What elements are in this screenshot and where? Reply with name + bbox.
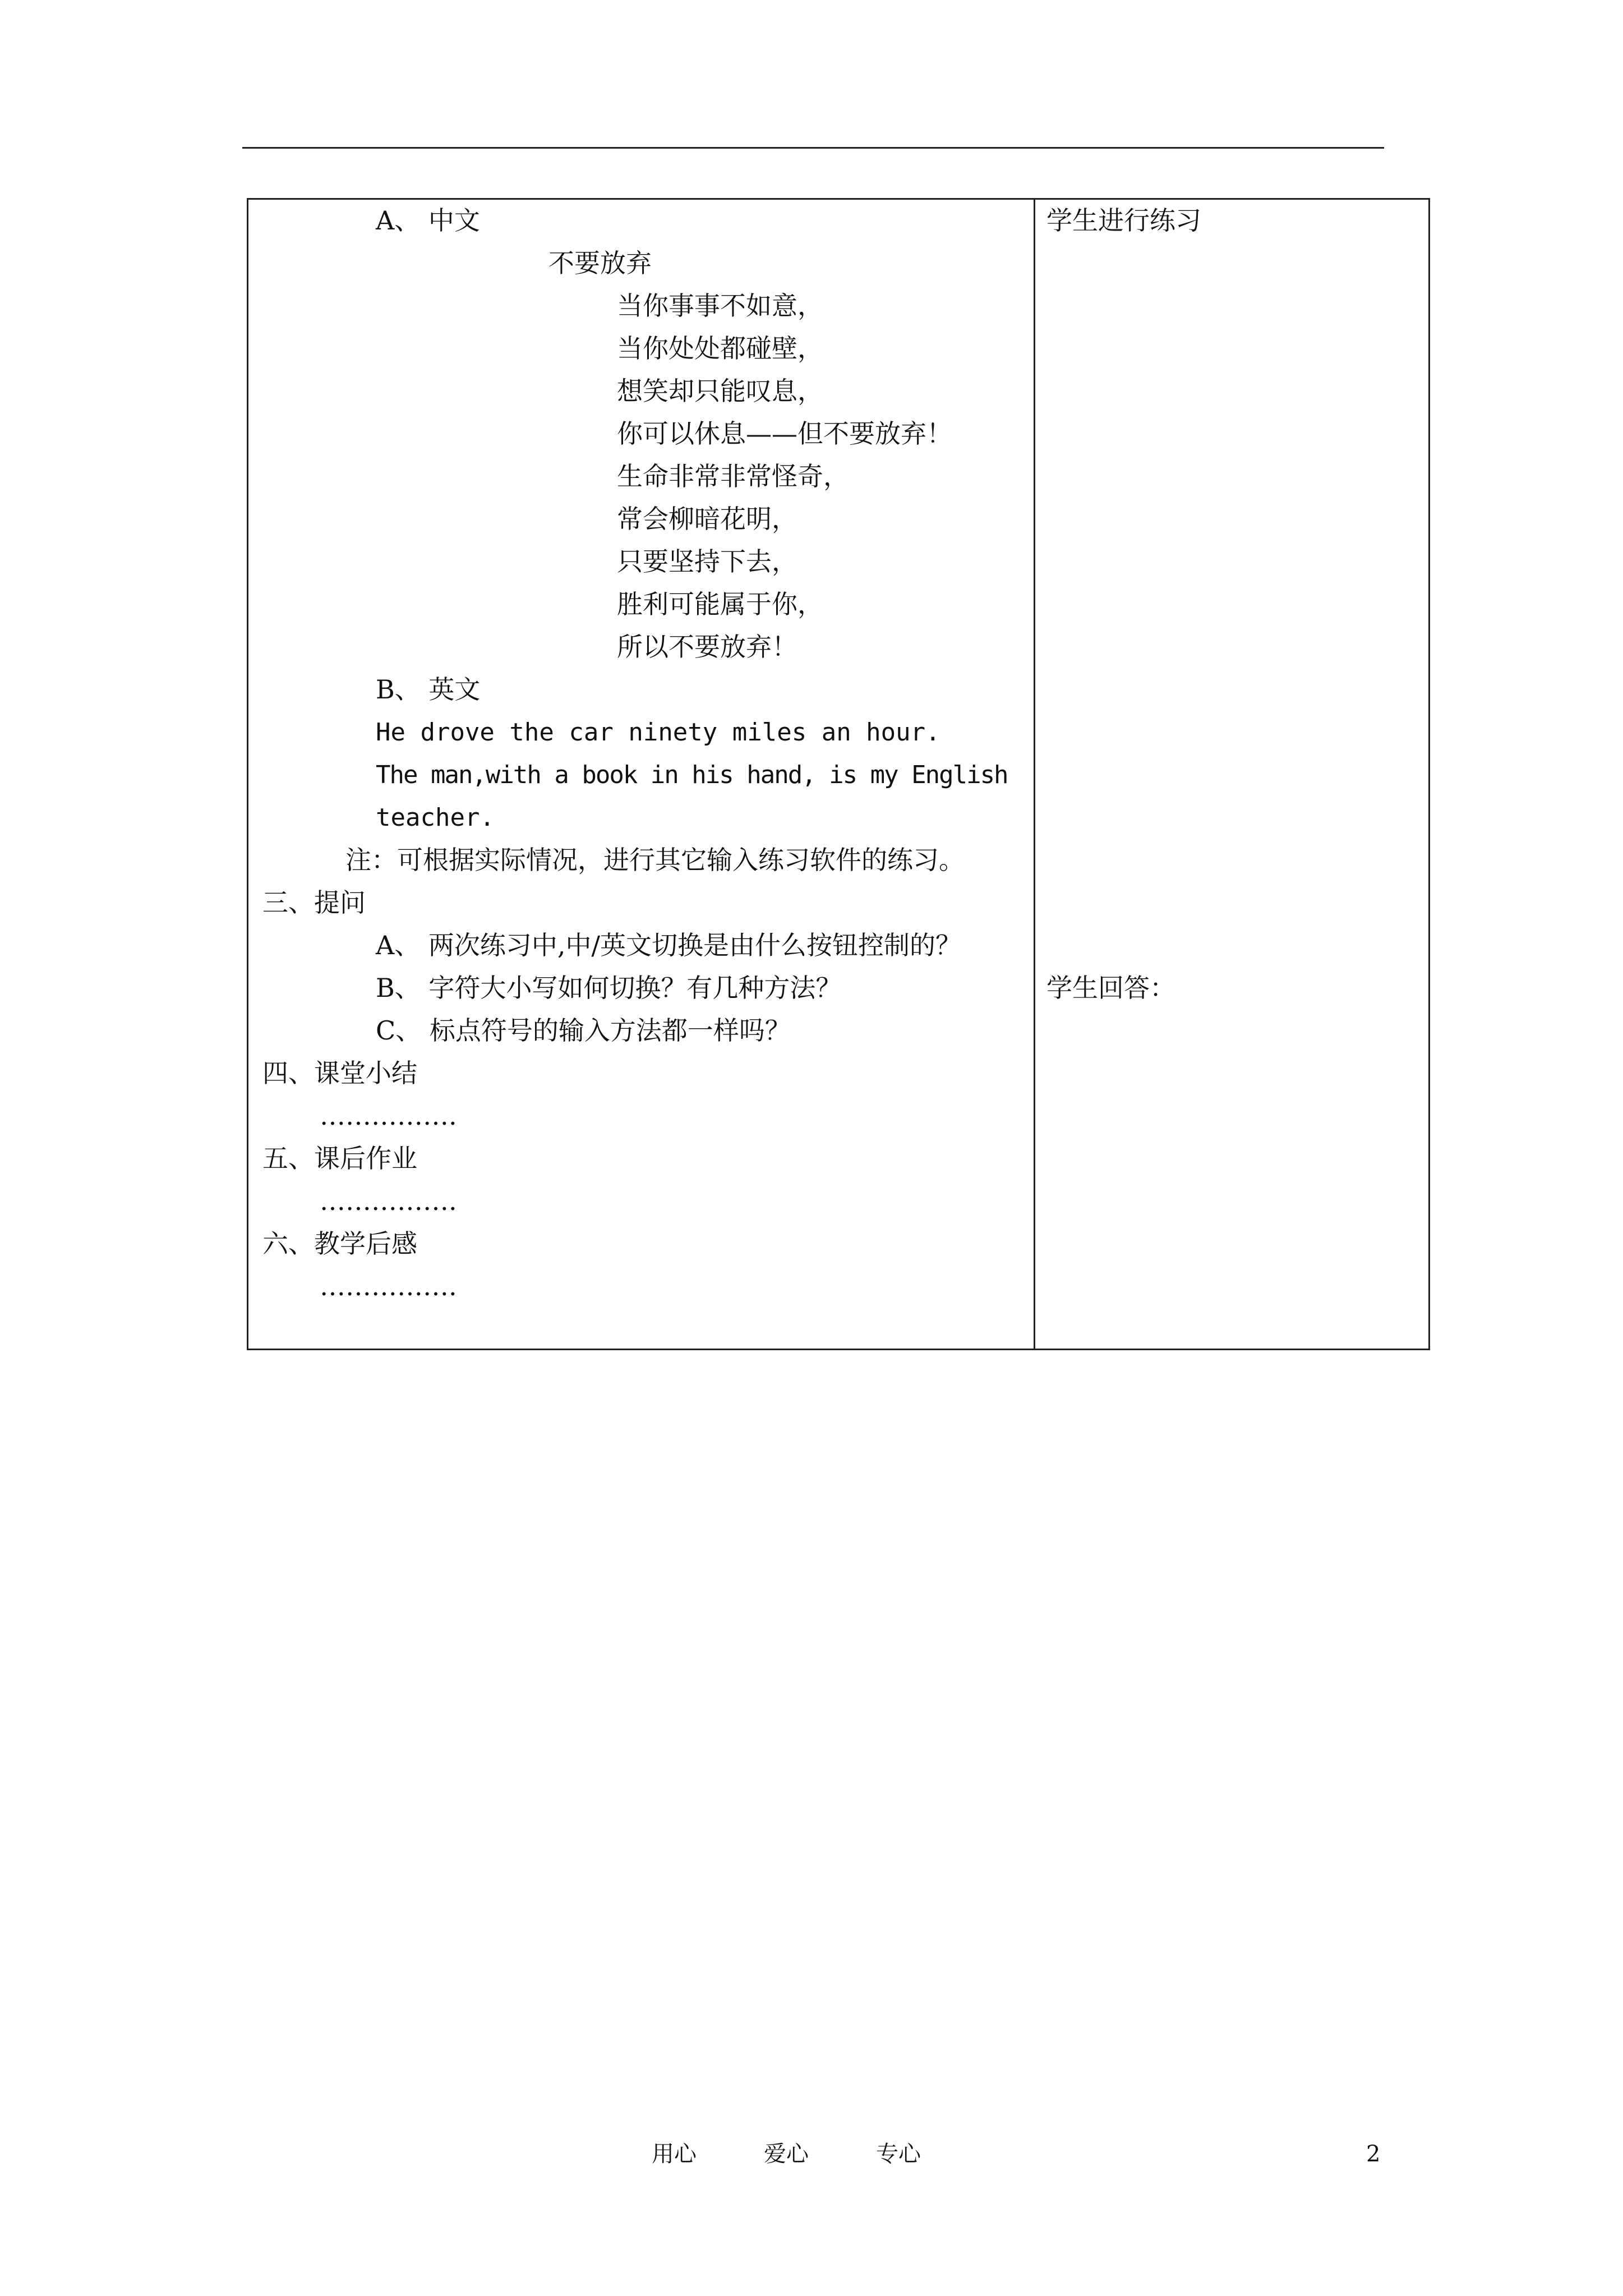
poem-line: 当你处处都碰壁， (617, 333, 823, 364)
english-line: The man,with a book in his hand, is my English (376, 761, 1008, 789)
part6-title: 六、教学后感 (262, 1228, 417, 1259)
poem-line: 所以不要放弃！ (617, 632, 797, 662)
page-number: 2 (1366, 2141, 1381, 2167)
part5-title: 五、课后作业 (262, 1143, 417, 1174)
note-text: 注：可根据实际情况，进行其它输入练习软件的练习。 (345, 845, 965, 875)
header-rule (242, 147, 1384, 149)
part4-body: ……………. (320, 1101, 457, 1131)
poem-line: 常会柳暗花明， (617, 504, 797, 534)
english-line: He drove the car ninety miles an hour. (376, 718, 940, 747)
question-item: B、 字符大小写如何切换？有几种方法？ (376, 973, 842, 1003)
poem-title: 不要放弃 (548, 248, 652, 278)
english-line: teacher. (376, 803, 495, 832)
part5-body: ……………. (320, 1186, 457, 1216)
question-item: A、 两次练习中,中/英文切换是由什么按钮控制的？ (376, 930, 961, 960)
poem-line: 当你事事不如意， (617, 291, 823, 321)
question-item: C、 标点符号的输入方法都一样吗？ (376, 1015, 791, 1046)
poem-line: 只要坚持下去， (617, 546, 797, 577)
poem-line: 想笑却只能叹息， (617, 376, 823, 406)
footer-motto-3: 专心 (876, 2141, 921, 2167)
part4-title: 四、课堂小结 (262, 1058, 417, 1088)
poem-line: 你可以休息——但不要放弃！ (617, 418, 952, 449)
part6-body: ……………. (320, 1271, 457, 1301)
footer-motto-1: 用心 (652, 2141, 697, 2167)
student-practice: 学生进行练习 (1046, 205, 1201, 236)
poem-line: 胜利可能属于你， (617, 589, 823, 619)
section-a-title: A、 中文 (376, 205, 480, 236)
student-answer: 学生回答： (1046, 973, 1175, 1003)
poem-line: 生命非常非常怪奇， (617, 461, 849, 491)
part3-title: 三、提问 (262, 887, 366, 918)
section-b-title: B、 英文 (376, 674, 481, 705)
column-divider (1034, 200, 1035, 1349)
footer-motto-2: 爱心 (764, 2141, 809, 2167)
